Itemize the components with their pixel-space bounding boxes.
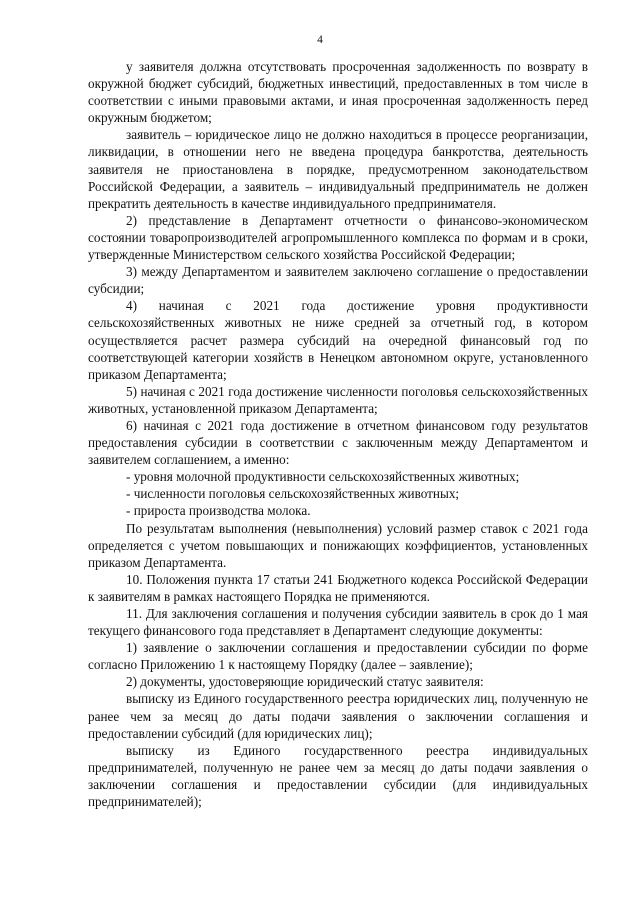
paragraph: По результатам выполнения (невыполнения) условий размер ставок с 2021 года определяется с учетом повышающих и понижающих коэффициентов, установленных приказом Департамента. <box>88 520 588 570</box>
paragraph: 10. Положения пункта 17 статьи 241 Бюджетного кодекса Российской Федерации к заявителям в рамках настоящего Порядка не применяются. <box>88 571 588 604</box>
page-body <box>88 58 588 810</box>
list-item: - уровня молочной продуктивности сельскохозяйственных животных; <box>126 469 520 485</box>
paragraph: 1) заявление о заключении соглашения и предоставлении субсидии по форме согласно Приложению 1 к настоящему Порядку (далее – заявление); <box>88 640 588 673</box>
paragraph: 6) начиная с 2021 года достижение в отчетном финансовом году результатов предоставления субсидии в соответствии с заключенным между Департаментом и заявителем соглашением, а именно: <box>88 417 588 468</box>
paragraph: у заявителя должна отсутствовать просроченная задолженность по возврату в окружной бюджет субсидий, бюджетных инвестиций, предоставленных в том числе в соответствии с иными правовыми актами, и иная просроченная задолженность перед окружным бюджетом; <box>88 59 588 126</box>
paragraph: выписку из Единого государственного реестра индивидуальных предпринимателей, полученную не ранее чем за месяц до даты подачи заявления о заключении соглашения и предоставлении субсидии (для индивидуальных предпринимателей); <box>88 742 588 810</box>
paragraph: 3) между Департаментом и заявителем заключено соглашение о предоставлении субсидии; <box>88 264 588 297</box>
paragraph: 2) документы, удостоверяющие юридический статус заявителя: <box>126 674 484 690</box>
paragraph: 11. Для заключения соглашения и получения субсидии заявитель в срок до 1 мая текущего финансового года представляет в Департамент следующие документы: <box>88 606 588 639</box>
paragraph: выписку из Единого государственного реестра юридических лиц, полученную не ранее чем за месяц до даты подачи заявления о заключении соглашения и предоставлении субсидий (для юридических лиц); <box>88 691 588 741</box>
paragraph: 5) начиная с 2021 года достижение численности поголовья сельскохозяйственных животных, установленной приказом Департамента; <box>88 383 588 416</box>
paragraph: 2) представление в Департамент отчетности о финансово-экономическом состоянии товаропроизводителей агропромышленного комплекса по формам и в сроки, утвержденные Министерством сельского хозяйства Российской Федерации; <box>88 212 588 263</box>
page-number: 4 <box>317 34 323 46</box>
list-item: - численности поголовья сельскохозяйственных животных; <box>126 486 460 502</box>
list-item: - прироста производства молока. <box>126 503 311 519</box>
paragraph: заявитель – юридическое лицо не должно находиться в процессе реорганизации, ликвидации, в отношении него не введена процедура банкротства, деятельность заявителя не приостановлена в порядке, предусмотренном законодательством Российской Федерации, а заявитель – индивидуальный предприниматель не должен прекратить деятельность в качестве индивидуального предпринимателя. <box>88 127 588 211</box>
paragraph: 4) начиная с 2021 года достижение уровня продуктивности сельскохозяйственных животных не ниже средней за отчетный год, в котором осуществляется расчет размера субсидий на очередной финансовый год по соответствующей категории хозяйств в Ненецком автономном округе, установленного приказом Департамента; <box>88 298 588 382</box>
